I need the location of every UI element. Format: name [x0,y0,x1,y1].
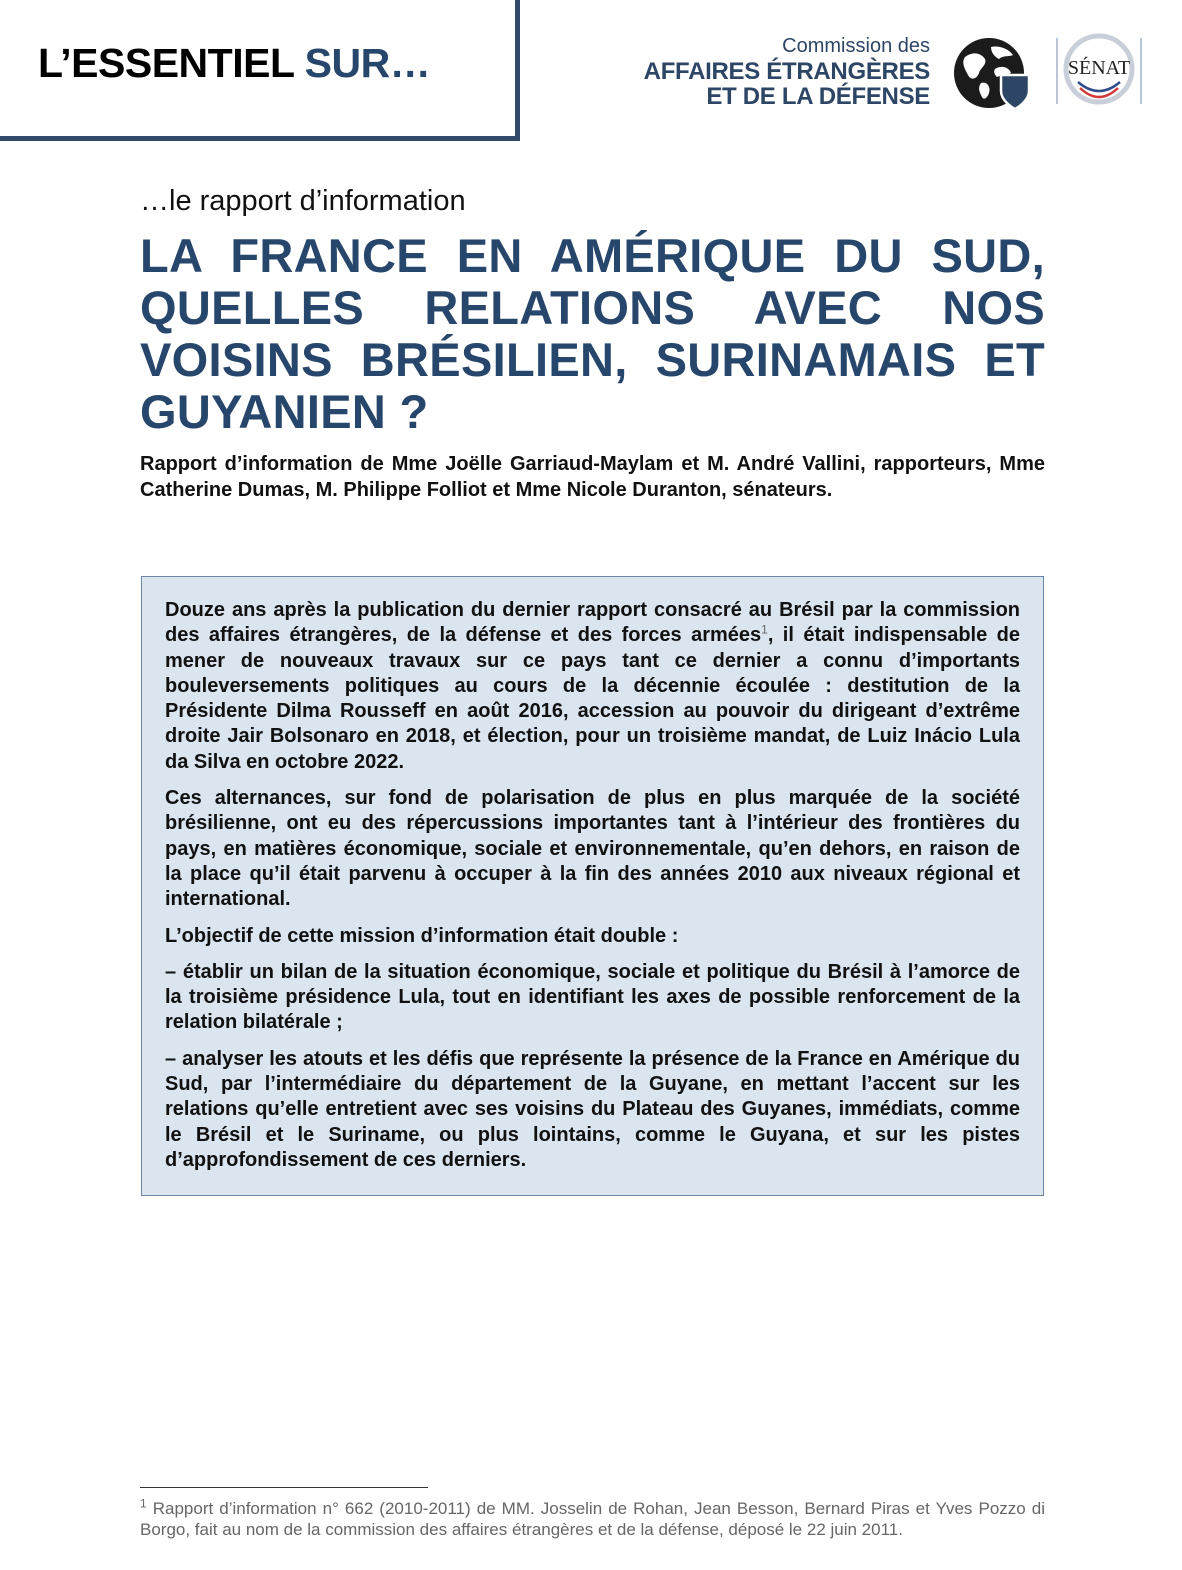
globe-shield-icon [951,35,1031,111]
summary-paragraph-5: – analyser les atouts et les défis que représente la présence de la France en Amérique du Sud, par l’intermédiaire du département de la Guyane, en mettant l’accent sur les relations qu’elle entretient avec ses voisins du Plateau des Guyanes, immédiats, comme le Brésil et le Suriname, ou plus lointains, comme le Guyana, et sur les pistes d’approfondissement de ces derniers. [165,1047,1020,1171]
commission-line1: Commission des [782,35,930,57]
senat-logo [1056,26,1142,112]
commission-line2: AFFAIRES ÉTRANGÈRES [643,58,930,85]
footnote-text: Rapport d’information n° 662 (2010-2011) de MM. Josselin de Rohan, Jean Besson, Bernard Piras et Yves Pozzo di Borgo, fait au nom de la commission des affaires étrangères et de la défense, déposé le 22 juin 2011. [140,1499,1045,1539]
header-title [38,40,430,87]
summary-paragraph-1 [165,598,1020,775]
header-box [0,0,520,141]
summary-box [141,576,1044,1196]
summary-p1-part2: , il était indispensable de mener de nouveaux travaux sur ce pays tant ce dernier a connu d’importants bouleversements politiques au cours de la décennie écoulée : destitution de la Présidente Dilma Rousseff en août 2016, accession au pouvoir du dirigeant d’extrême droite Jair Bolsonaro en 2018, et élection, pour un troisième mandat, de Luiz Inácio Lula da Silva en octobre 2022. [165,624,1020,773]
footnote [140,1498,1045,1540]
footnote-number: 1 [140,1496,147,1511]
senat-logo-text: SÉNAT [1067,57,1131,79]
commission-line3: ET DE LA DÉFENSE [706,83,930,110]
authors: Rapport d’information de Mme Joëlle Garriaud-Maylam et M. André Vallini, rapporteurs, Mme Catherine Dumas, M. Philippe Folliot et Mme Nicole Duranton, sénateurs. [140,453,1045,501]
header-title-part1: L’ESSENTIEL [38,40,305,86]
footnote-ref[interactable]: 1 [761,622,768,637]
summary-p1-part1: Douze ans après la publication du dernier rapport consacré au Brésil par la commission des affaires étrangères, de la défense et des forces armées [165,599,1020,647]
page-title: LA FRANCE EN AMÉRIQUE DU SUD, QUELLES RELATIONS AVEC NOS VOISINS BRÉSILIEN, SURINAMAIS ET GUYANIEN ? [140,229,1045,438]
summary-paragraph-3: L’objectif de cette mission d’information était double : [165,924,679,947]
commission-name [644,34,930,109]
subtitle: …le rapport d’information [140,185,466,217]
header-title-part2: SUR… [304,40,431,86]
footnote-divider [140,1487,428,1488]
summary-paragraph-2: Ces alternances, sur fond de polarisation de plus en plus marquée de la société brésilienne, ont eu des répercussions importantes tant à l’intérieur des frontières du pays, en matières économique, sociale et environnementale, qu’en dehors, en raison de la place qu’il était parvenu à occuper à la fin des années 2010 aux niveaux régional et international. [165,787,1020,911]
summary-paragraph-4: – établir un bilan de la situation économique, sociale et politique du Brésil à l’amorce de la troisième présidence Lula, tout en identifiant les axes de possible renforcement de la relation bilatérale ; [165,960,1020,1034]
